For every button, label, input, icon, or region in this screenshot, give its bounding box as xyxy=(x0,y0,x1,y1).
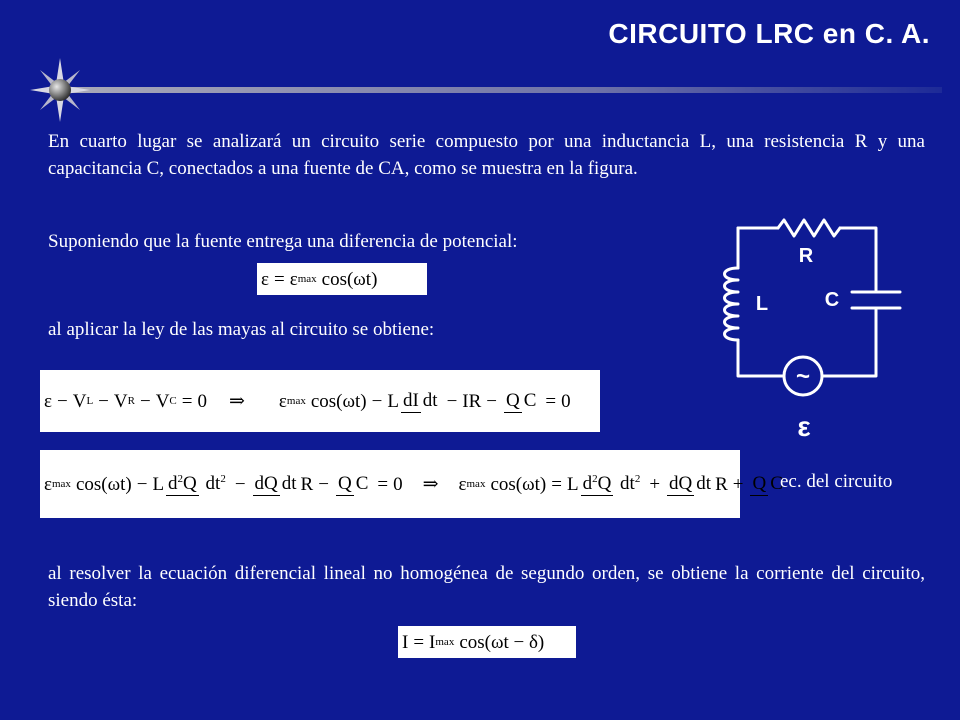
inductor-icon xyxy=(725,268,739,340)
kirchhoff-equation: ε − V L − V R − V C = 0 ⇒ ε max cos(ωt) − L dI dt − IR − Q C = 0 xyxy=(40,370,600,432)
emf-equation: ε = ε max cos(ωt) xyxy=(257,263,427,295)
second-order-equation: ε max cos(ωt) − L d2Q dt2 − dQ dt R − Q C = 0 ⇒ ε max cos(ωt) = L d2Q dt2 + dQ dt R + Q C xyxy=(40,450,740,518)
solution-paragraph: al resolver la ecuación diferencial lineal no homogénea de segundo orden, se obtiene la corriente del circuito, siendo ésta: xyxy=(48,563,925,611)
current-equation: I = I max cos(ωt − δ) xyxy=(398,626,576,658)
slide-title: CIRCUITO LRC en C. A. xyxy=(608,18,930,49)
source-paragraph: Suponiendo que la fuente entrega una diferencia de potencial: xyxy=(48,231,518,252)
label-c: C xyxy=(824,289,840,311)
label-emf: ε xyxy=(797,411,811,440)
title-rule-ornament xyxy=(30,58,942,124)
intro-paragraph: En cuarto lugar se analizará un circuito serie compuesto por una inductancia L, una resistencia R y una capacitancia C, conectados a una fuente de CA, como se muestra en la figura. xyxy=(48,131,925,179)
label-r: R xyxy=(798,245,814,267)
equation-tag: ec. del circuito xyxy=(780,471,893,492)
mesh-paragraph: al aplicar la ley de las mayas al circuito se obtiene: xyxy=(48,319,435,340)
lrc-circuit-diagram xyxy=(690,200,910,440)
ac-source-symbol: ~ xyxy=(795,363,811,390)
title-rule-line xyxy=(70,87,942,93)
capacitor-icon xyxy=(852,292,900,308)
label-l: L xyxy=(755,293,769,315)
starburst-icon xyxy=(30,58,90,122)
resistor-icon xyxy=(778,220,840,236)
